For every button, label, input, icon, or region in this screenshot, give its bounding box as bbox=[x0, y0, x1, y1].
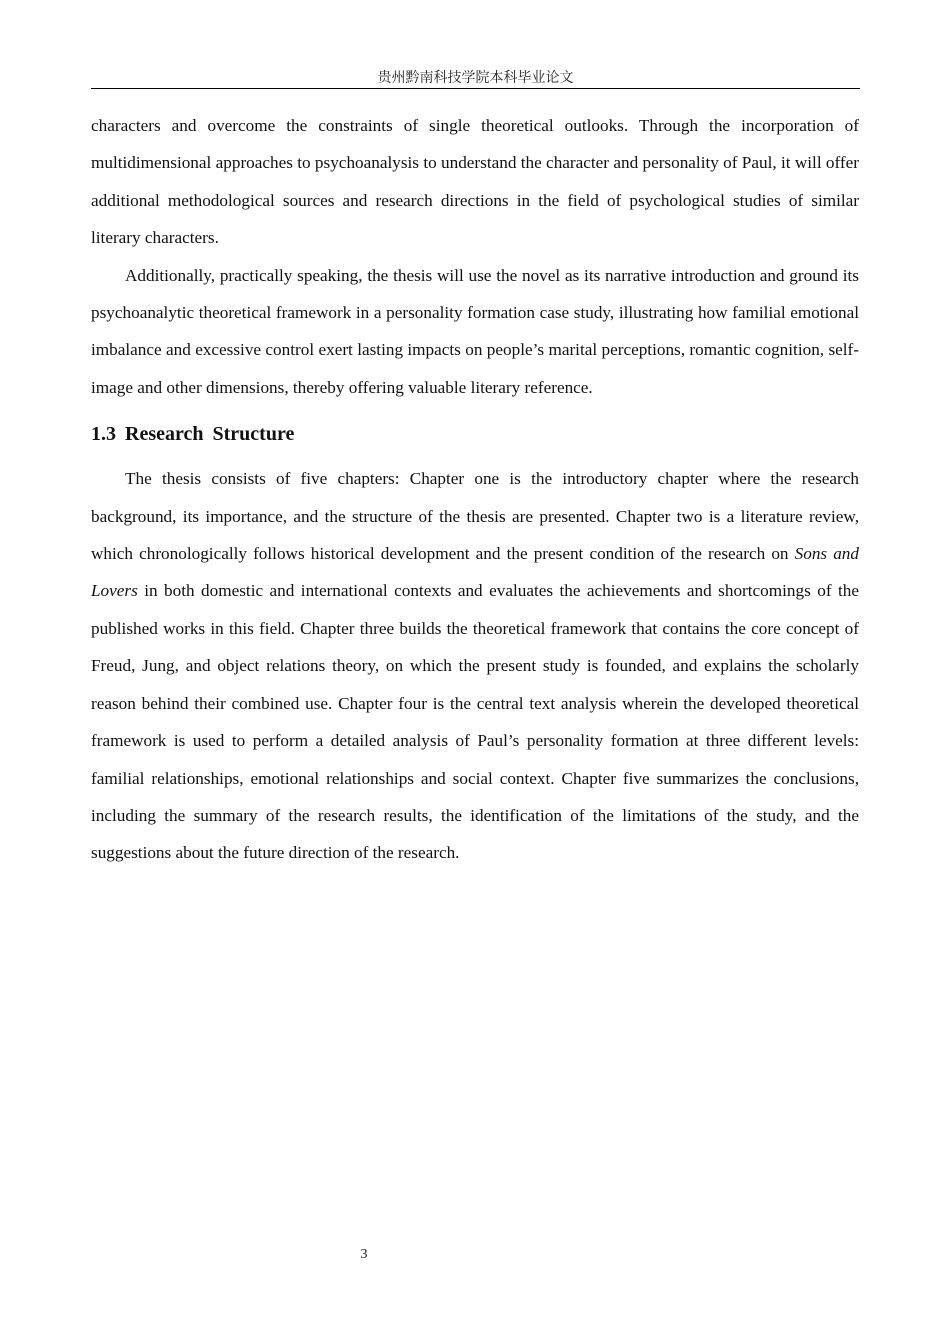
novel-title: Sons and Lovers bbox=[91, 544, 859, 601]
running-header: 贵州黔南科技学院本科毕业论文 bbox=[377, 70, 574, 86]
section-heading: 1.3 Research Structure bbox=[91, 423, 295, 446]
paragraph-continuation: characters and overcome the constraints of single theoretical outlooks. Through the incorporation of multidimensional approaches to psychoanalysis to understand the character and personality of Paul, it will offer additional methodological sources and research directions in the field of psychological studies of similar literary characters. bbox=[91, 116, 859, 248]
paragraph-text-after-title: in both domestic and international contexts and evaluates the achievements and shortcomings of the published works in this field. Chapter three builds the theoretical framework that contains the core concept of Freud, Jung, and object relations theory, on which the present study is founded, and explains the scholarly reason behind their combined use. Chapter four is the central text analysis wherein the developed theoretical framework is used to perform a detailed analysis of Paul’s personality formation at three different levels: familial relationships, emotional relationships and social context. Chapter five summarizes the conclusions, including the summary of the research results, the identification of the limitations of the study, and the suggestions about the future direction of the research. bbox=[91, 581, 859, 863]
page-body bbox=[91, 107, 859, 872]
paragraph-research-structure bbox=[91, 460, 859, 871]
page-number: 3 bbox=[360, 1247, 368, 1262]
header-rule bbox=[91, 88, 860, 89]
paragraph-practical-significance: Additionally, practically speaking, the thesis will use the novel as its narrative introduction and ground its psychoanalytic theoretical framework in a personality formation case study, illustrating how familial emotional imbalance and excessive control exert lasting impacts on people’s marital perceptions, romantic cognition, self-image and other dimensions, thereby offering valuable literary reference. bbox=[91, 265, 859, 397]
paragraph-text-before-title: The thesis consists of five chapters: Chapter one is the introductory chapter where the research background, its importance, and the structure of the thesis are presented. Chapter two is a literature review, which chronologically follows historical development and the present condition of the research on bbox=[91, 469, 859, 564]
